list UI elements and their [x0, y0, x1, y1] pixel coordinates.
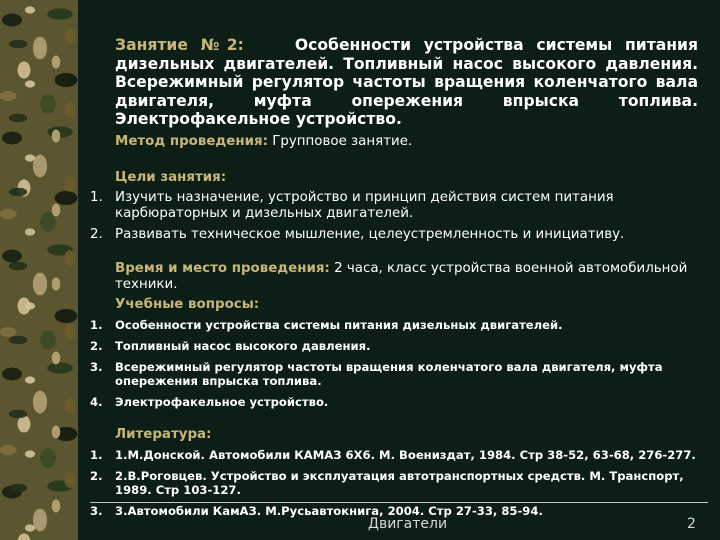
lesson-topic: [115, 36, 698, 129]
goals-heading: Цели занятия:: [115, 169, 227, 185]
time-place-text: 2 часа, класс устройства военной автомобильной техники.: [115, 260, 688, 292]
list-item: [90, 190, 698, 222]
item-number: 1.: [90, 317, 103, 332]
method-label: Метод проведения:: [115, 133, 268, 149]
questions-list: [90, 318, 698, 409]
item-text: 3.Автомобили КамАЗ. М.Русьавтокнига, 2004. Стр 27-33, 85-94.: [115, 503, 543, 518]
literature-heading: Литература:: [115, 426, 212, 442]
list-item: [90, 339, 698, 353]
list-item: [90, 395, 698, 409]
item-text: Электрофакельное устройство.: [115, 394, 329, 409]
item-text: Особенности устройства системы питания дизельных двигателей.: [115, 317, 563, 332]
item-number: 1.: [90, 189, 103, 205]
time-place-label: Время и место проведения:: [115, 260, 330, 276]
item-text: Развивать техническое мышление, целеустремленность и инициативу.: [115, 226, 625, 242]
camouflage-sidebar: [0, 0, 78, 540]
item-text: Топливный насос высокого давления.: [115, 338, 371, 353]
list-item: [90, 318, 698, 332]
slide-content: [90, 36, 698, 525]
item-number: 3.: [90, 359, 103, 374]
footer-title: Двигатели: [368, 516, 448, 532]
literature-list: [90, 448, 698, 518]
slide-number: 2: [687, 516, 696, 532]
lesson-topic-label: Занятие №2:: [115, 36, 244, 54]
list-item: [90, 469, 698, 497]
item-number: 1.: [90, 447, 103, 462]
item-text: 2.В.Роговцев. Устройство и эксплуатация автотранспортных средств. М. Транспорт, 1989. Стр 103-127.: [115, 468, 684, 497]
list-item: [90, 360, 698, 388]
footer-divider: [90, 502, 708, 503]
questions-heading: Учебные вопросы:: [115, 296, 260, 312]
method-text: Групповое занятие.: [272, 133, 413, 149]
list-item: [90, 448, 698, 462]
item-text: Изучить назначение, устройство и принцип действия систем питания карбюраторных и дизельных двигателей.: [115, 189, 614, 221]
item-text: 1.М.Донской. Автомобили КАМАЗ 6Х6. М. Воениздат, 1984. Стр 38-52, 63-68, 276-277.: [115, 447, 696, 462]
list-item: [90, 227, 698, 243]
lesson-topic-text: Особенности устройства системы питания дизельных двигателей. Топливный насос высокого давления. Всережимный регулятор частоты вращения коленчатого вала двигателя, муфта опережения впрыска топлива. Электрофакельное устройство.: [115, 36, 698, 128]
item-number: 2.: [90, 338, 103, 353]
goals-list: [90, 190, 698, 243]
item-number: 2.: [90, 226, 103, 242]
item-number: 2.: [90, 468, 103, 483]
item-number: 4.: [90, 394, 103, 409]
item-number: 3.: [90, 503, 103, 518]
item-text: Всережимный регулятор частоты вращения коленчатого вала двигателя, муфта опережения впрыска топлива.: [115, 359, 663, 388]
time-place-line: [115, 261, 698, 293]
method-line: [115, 134, 698, 150]
